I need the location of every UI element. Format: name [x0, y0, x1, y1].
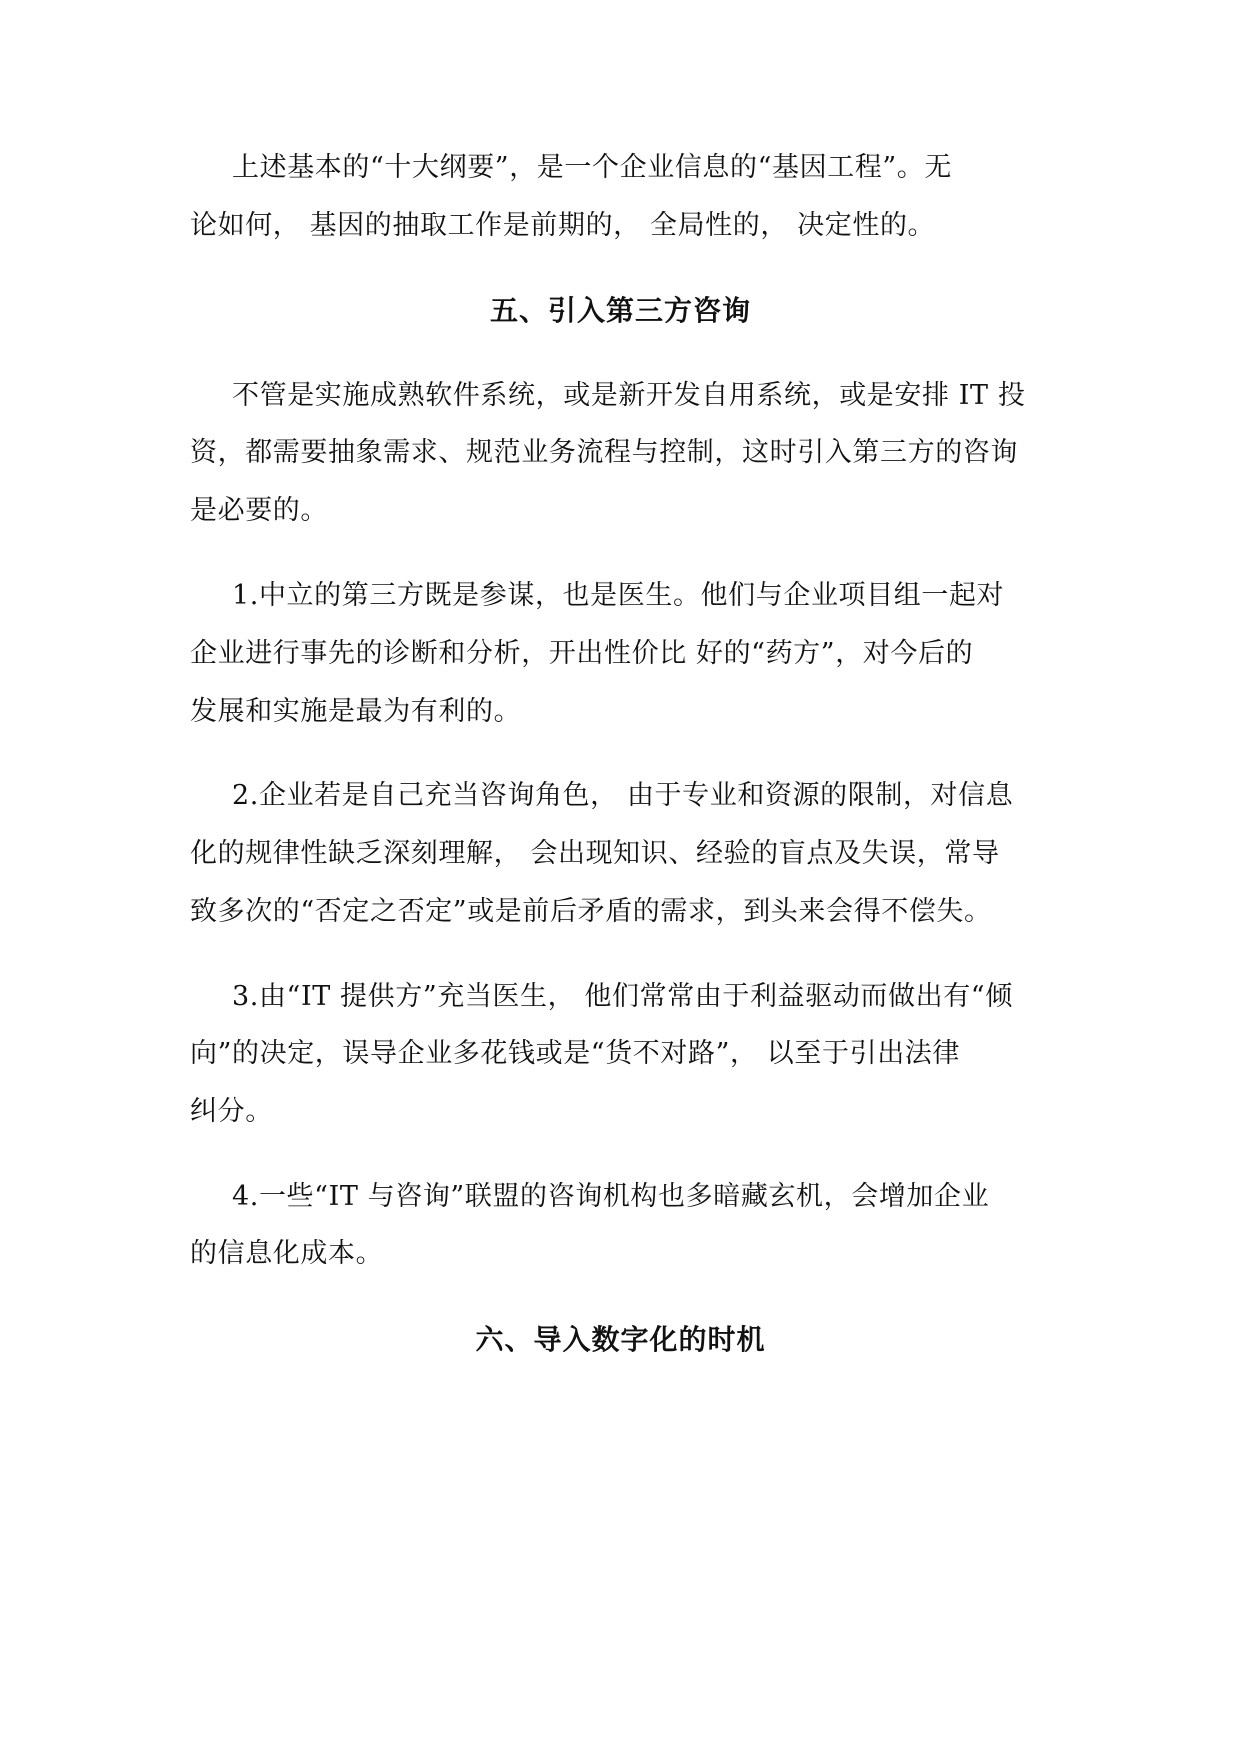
list-item-line: 的信息化成本。: [190, 1238, 384, 1269]
list-item-line: 4.一些“IT 与咨询”联盟的咨询机构也多暗藏玄机，会增加企业: [232, 1181, 990, 1212]
section-heading: 六、导入数字化的时机: [475, 1323, 766, 1356]
list-item-line: 2.企业若是自己充当咨询角色， 由于专业和资源的限制，对信息: [232, 780, 1014, 811]
paragraph-line: 上述基本的“十大纲要”，是一个企业信息的“基因工程”。无: [232, 152, 953, 183]
list-item-line: 化的规律性缺乏深刻理解， 会出现知识、经验的盲点及失误，常导: [190, 838, 1000, 869]
list-item-line: 发展和实施是最为有利的。: [190, 696, 522, 727]
paragraph-line: 是必要的。: [190, 495, 328, 526]
paragraph-line: 论如何， 基因的抽取工作是前期的， 全局性的， 决定性的。: [190, 210, 936, 241]
list-item-line: 致多次的“否定之否定”或是前后矛盾的需求，到头来会得不偿失。: [190, 896, 992, 927]
list-item-line: 纠分。: [190, 1096, 273, 1127]
list-item-line: 3.由“IT 提供方”充当医生， 他们常常由于利益驱动而做出有“倾: [232, 981, 1013, 1012]
list-item-line: 企业进行事先的诊断和分析，开出性价比 好的“药方”，对今后的: [190, 638, 974, 669]
list-item-line: 1.中立的第三方既是参谋，也是医生。他们与企业项目组一起对: [232, 580, 1005, 611]
section-heading: 五、引入第三方咨询: [489, 294, 751, 327]
paragraph-line: 资，都需要抽象需求、规范业务流程与控制，这时引入第三方的咨询: [190, 437, 1018, 468]
list-item-line: 向”的决定，误导企业多花钱或是“货不对路”， 以至于引出法律: [190, 1038, 960, 1069]
paragraph-line: 不管是实施成熟软件系统，或是新开发自用系统，或是安排 IT 投: [232, 380, 1026, 411]
